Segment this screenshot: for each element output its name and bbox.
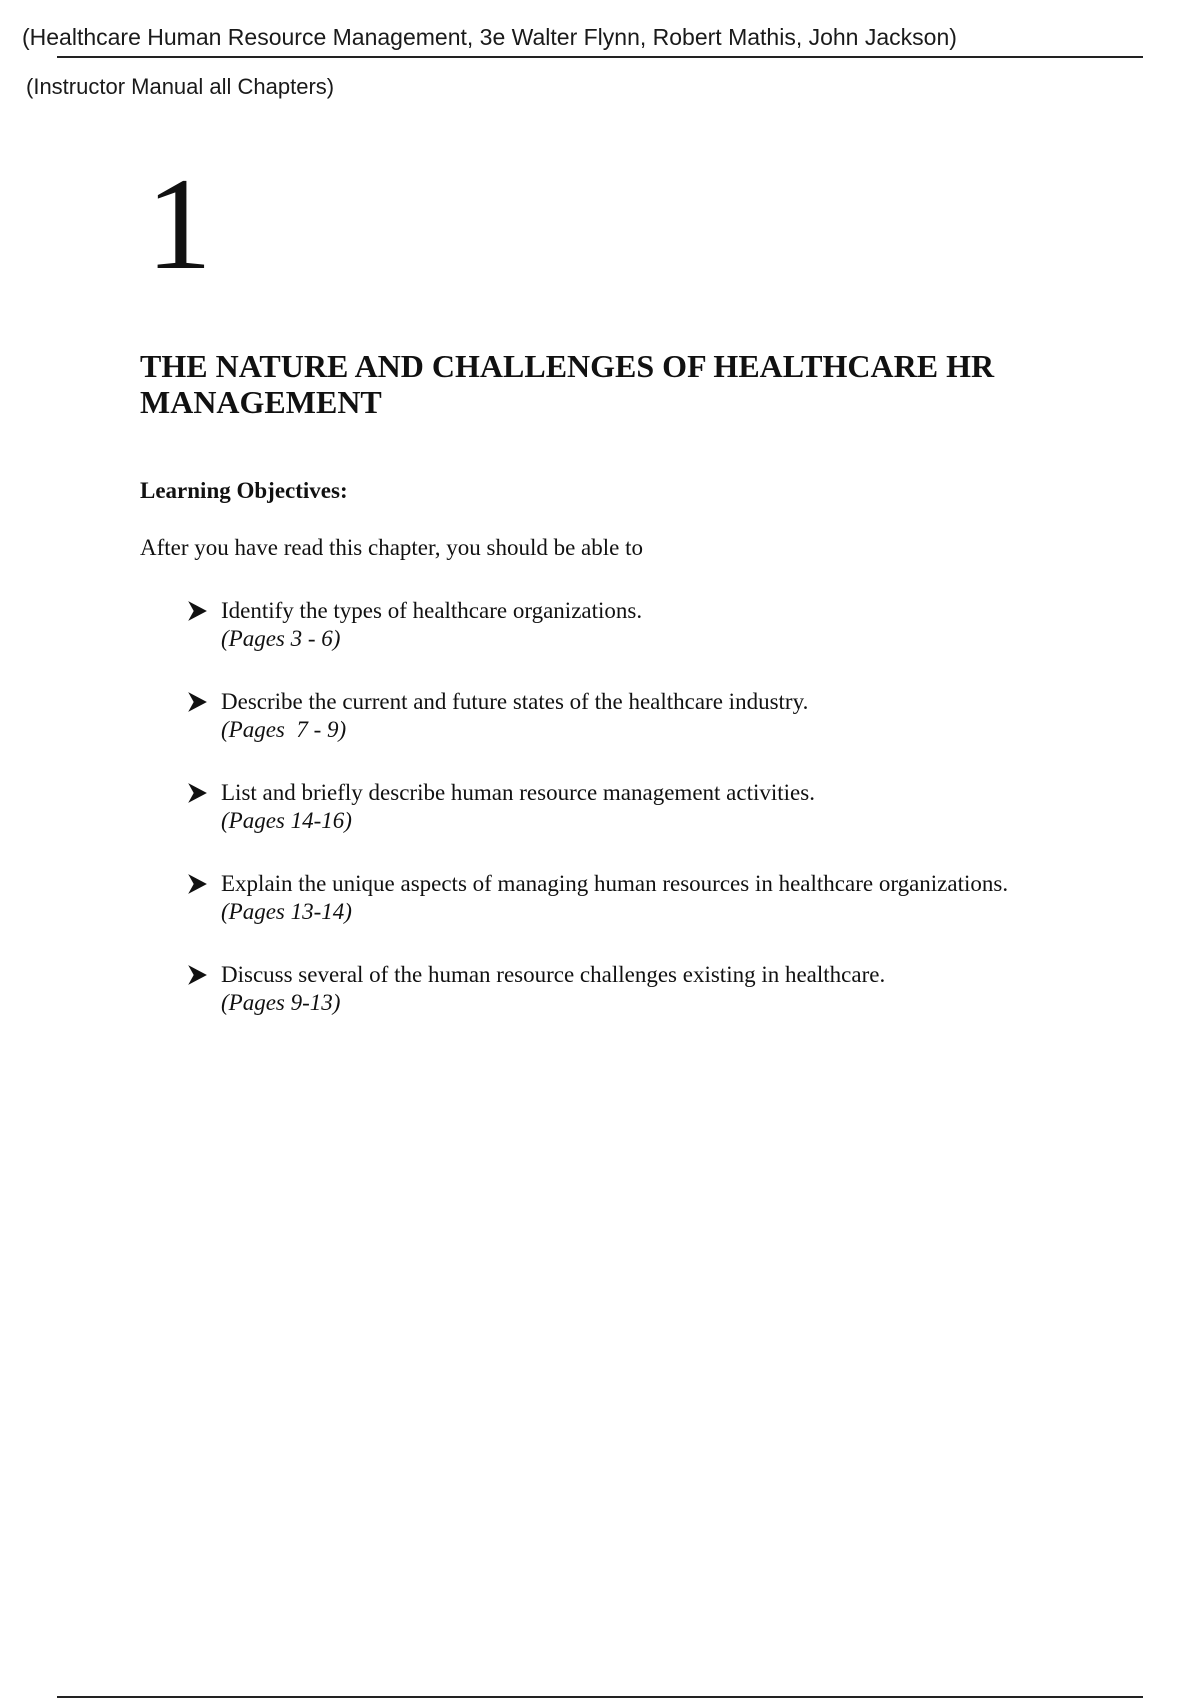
objective-pages: (Pages 14-16) [221, 808, 352, 833]
chapter-title: THE NATURE AND CHALLENGES OF HEALTHCARE HR MANAGEMENT [140, 348, 995, 420]
arrowhead-bullet-icon [186, 873, 208, 895]
learning-objectives-heading: Learning Objectives: [140, 478, 348, 503]
chapter-number: 1 [146, 150, 212, 297]
document-header-subtitle: (Instructor Manual all Chapters) [26, 74, 335, 99]
objective-item [186, 961, 1008, 1052]
arrowhead-bullet-icon [186, 691, 208, 713]
objective-item [186, 870, 1008, 961]
arrowhead-bullet-icon [186, 600, 208, 622]
objectives-intro: After you have read this chapter, you should be able to [140, 535, 644, 560]
arrowhead-bullet-icon [186, 782, 208, 804]
objective-item [186, 779, 1008, 870]
objective-text: Describe the current and future states of the healthcare industry. [221, 689, 809, 714]
objective-pages: (Pages 13-14) [221, 899, 352, 924]
arrowhead-bullet-icon [186, 964, 208, 986]
header-divider [57, 56, 1143, 58]
objective-item [186, 688, 1008, 779]
objective-item [186, 597, 1008, 688]
objective-text: Explain the unique aspects of managing human resources in healthcare organizations. [221, 871, 1009, 896]
objective-text: Discuss several of the human resource challenges existing in healthcare. [221, 962, 886, 987]
objective-text: Identify the types of healthcare organizations. [221, 598, 643, 623]
document-header-title: (Healthcare Human Resource Management, 3e Walter Flynn, Robert Mathis, John Jackson) [22, 24, 957, 50]
objective-text: List and briefly describe human resource management activities. [221, 780, 815, 805]
objectives-list [186, 597, 1008, 1052]
objective-pages: (Pages 9-13) [221, 990, 341, 1015]
footer-divider [57, 1696, 1143, 1698]
objective-pages: (Pages 3 - 6) [221, 626, 341, 651]
objective-pages: (Pages 7 - 9) [221, 717, 347, 742]
